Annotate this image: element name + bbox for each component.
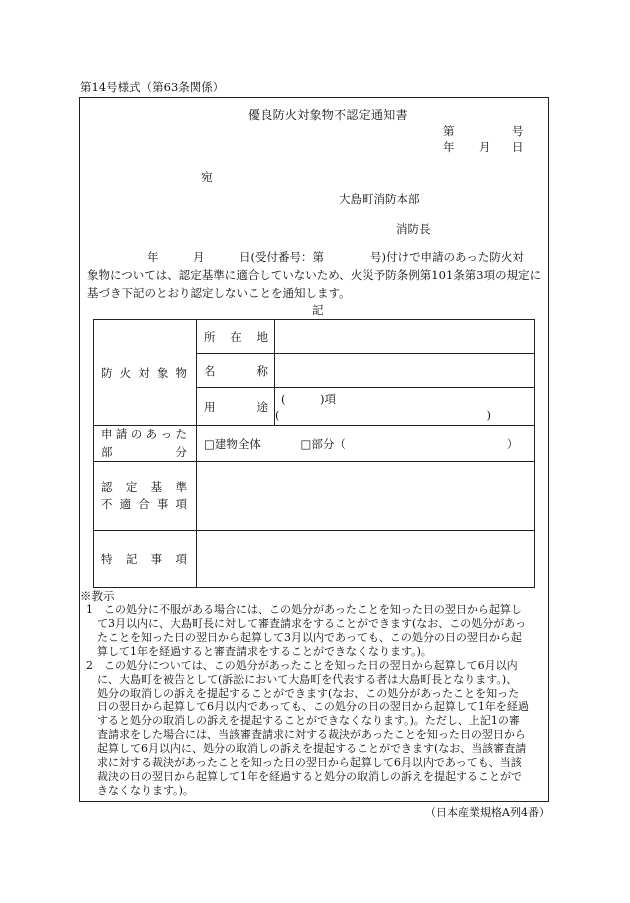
notice-line: 算して1年を経過すると審査請求をすることができなくなります。)。 xyxy=(86,644,432,658)
location-field[interactable] xyxy=(275,320,535,354)
notice-line: 裁決の日の翌日から起算して1年を経過すると処分の取消しの訴えを提起することがで xyxy=(86,770,522,784)
criteria-label: 認 定 基 準 不 適 合 事 項 xyxy=(101,479,187,511)
use-field[interactable] xyxy=(275,388,535,426)
use-value: ( )項 ( ) xyxy=(275,391,491,422)
ki-heading: 記 xyxy=(312,303,324,317)
name-label: 名 称 xyxy=(204,363,268,378)
sender-title: 消防長 xyxy=(396,222,431,236)
notice-heading: ※教示 xyxy=(80,589,115,603)
body-text-line-1: 年 月 日(受付番号：第 号)付けで申請のあった防火対 xyxy=(147,250,524,264)
applied-part-label: 申 請 の あ っ た 部 分 xyxy=(101,427,187,459)
body-text-line-2: 象物については、認定基準に適合していないため、火災予防条例第101条第3項の規定に xyxy=(87,268,542,282)
notice-line: 日の翌日から起算して6月以内であっても、この処分の日の翌日から起算して1年を経過 xyxy=(86,700,529,714)
special-notes-label: 特 記 事 項 xyxy=(101,552,187,566)
criteria-label-cell xyxy=(94,462,197,531)
object-label: 防 火 対 象 物 xyxy=(101,365,187,380)
checkbox-partial[interactable]: □部分（ ） xyxy=(300,436,519,451)
notice-line: すると処分の取消しの訴えを提起することができなくなります。)。ただし、上記1の審 xyxy=(86,714,520,728)
name-field[interactable] xyxy=(275,354,535,388)
notice-line: 起算して6月以内に、処分の取消しの訴えを提起することができます(なお、当該審査請 xyxy=(86,742,527,756)
use-label-cell xyxy=(197,388,275,426)
number-dai: 第 xyxy=(443,124,455,138)
notice-line: 処分の取消しの訴えを提起することができます(なお、この処分があったことを知った xyxy=(86,686,520,700)
criteria-field[interactable] xyxy=(197,462,535,531)
applied-part-field xyxy=(197,426,535,462)
notice-line: きなくなります。)。 xyxy=(86,784,194,797)
notice-line: て3月以内に、大島町長に対して審査請求をすることができます(なお、この処分があっ xyxy=(86,616,527,630)
paper-size-note: （日本産業規格A列4番） xyxy=(425,806,550,819)
notice-line: に、大島町を被告として(訴訟において大島町を代表する者は大島町長となります。)、 xyxy=(86,672,518,686)
document-title: 優良防火対象物不認定通知書 xyxy=(248,108,408,122)
date-year: 年 xyxy=(443,140,455,154)
notice-line: 求に対する裁決があったことを知った日の翌日から起算して6月以内であっても、当該 xyxy=(86,756,522,770)
special-notes-label-cell xyxy=(94,531,197,588)
date-day: 日 xyxy=(512,140,524,154)
notice-line: 1 この処分に不服がある場合には、この処分があったことを知った日の翌日から起算し xyxy=(86,603,522,616)
object-label-cell xyxy=(94,320,197,426)
form-table xyxy=(93,319,535,588)
checkbox-whole-building[interactable]: □建物全体 xyxy=(204,436,261,451)
body-text-line-3: 基づき下記のとおり認定しないことを通知します。 xyxy=(87,286,351,300)
sender-org: 大島町消防本部 xyxy=(339,192,420,206)
date-month: 月 xyxy=(479,140,491,154)
location-label: 所 在 地 xyxy=(204,329,268,344)
notice-line: たことを知った日の翌日から起算して3月以内であっても、この処分の日の翌日から起 xyxy=(86,630,522,644)
special-notes-field[interactable] xyxy=(197,531,535,588)
notice-line: 査請求をした場合には、当該審査請求に対する裁決があったことを知った日の翌日から xyxy=(86,728,526,742)
addressee-suffix: 宛 xyxy=(201,170,213,184)
notice-line: 2 この処分については、この処分があったことを知った日の翌日から起算して6月以内 xyxy=(86,658,518,672)
location-label-cell xyxy=(197,320,275,354)
number-go: 号 xyxy=(512,124,524,138)
use-label: 用 途 xyxy=(204,399,268,414)
applied-part-label-cell xyxy=(94,426,197,462)
name-label-cell xyxy=(197,354,275,388)
form-number-label: 第14号様式（第63条関係） xyxy=(80,80,225,94)
